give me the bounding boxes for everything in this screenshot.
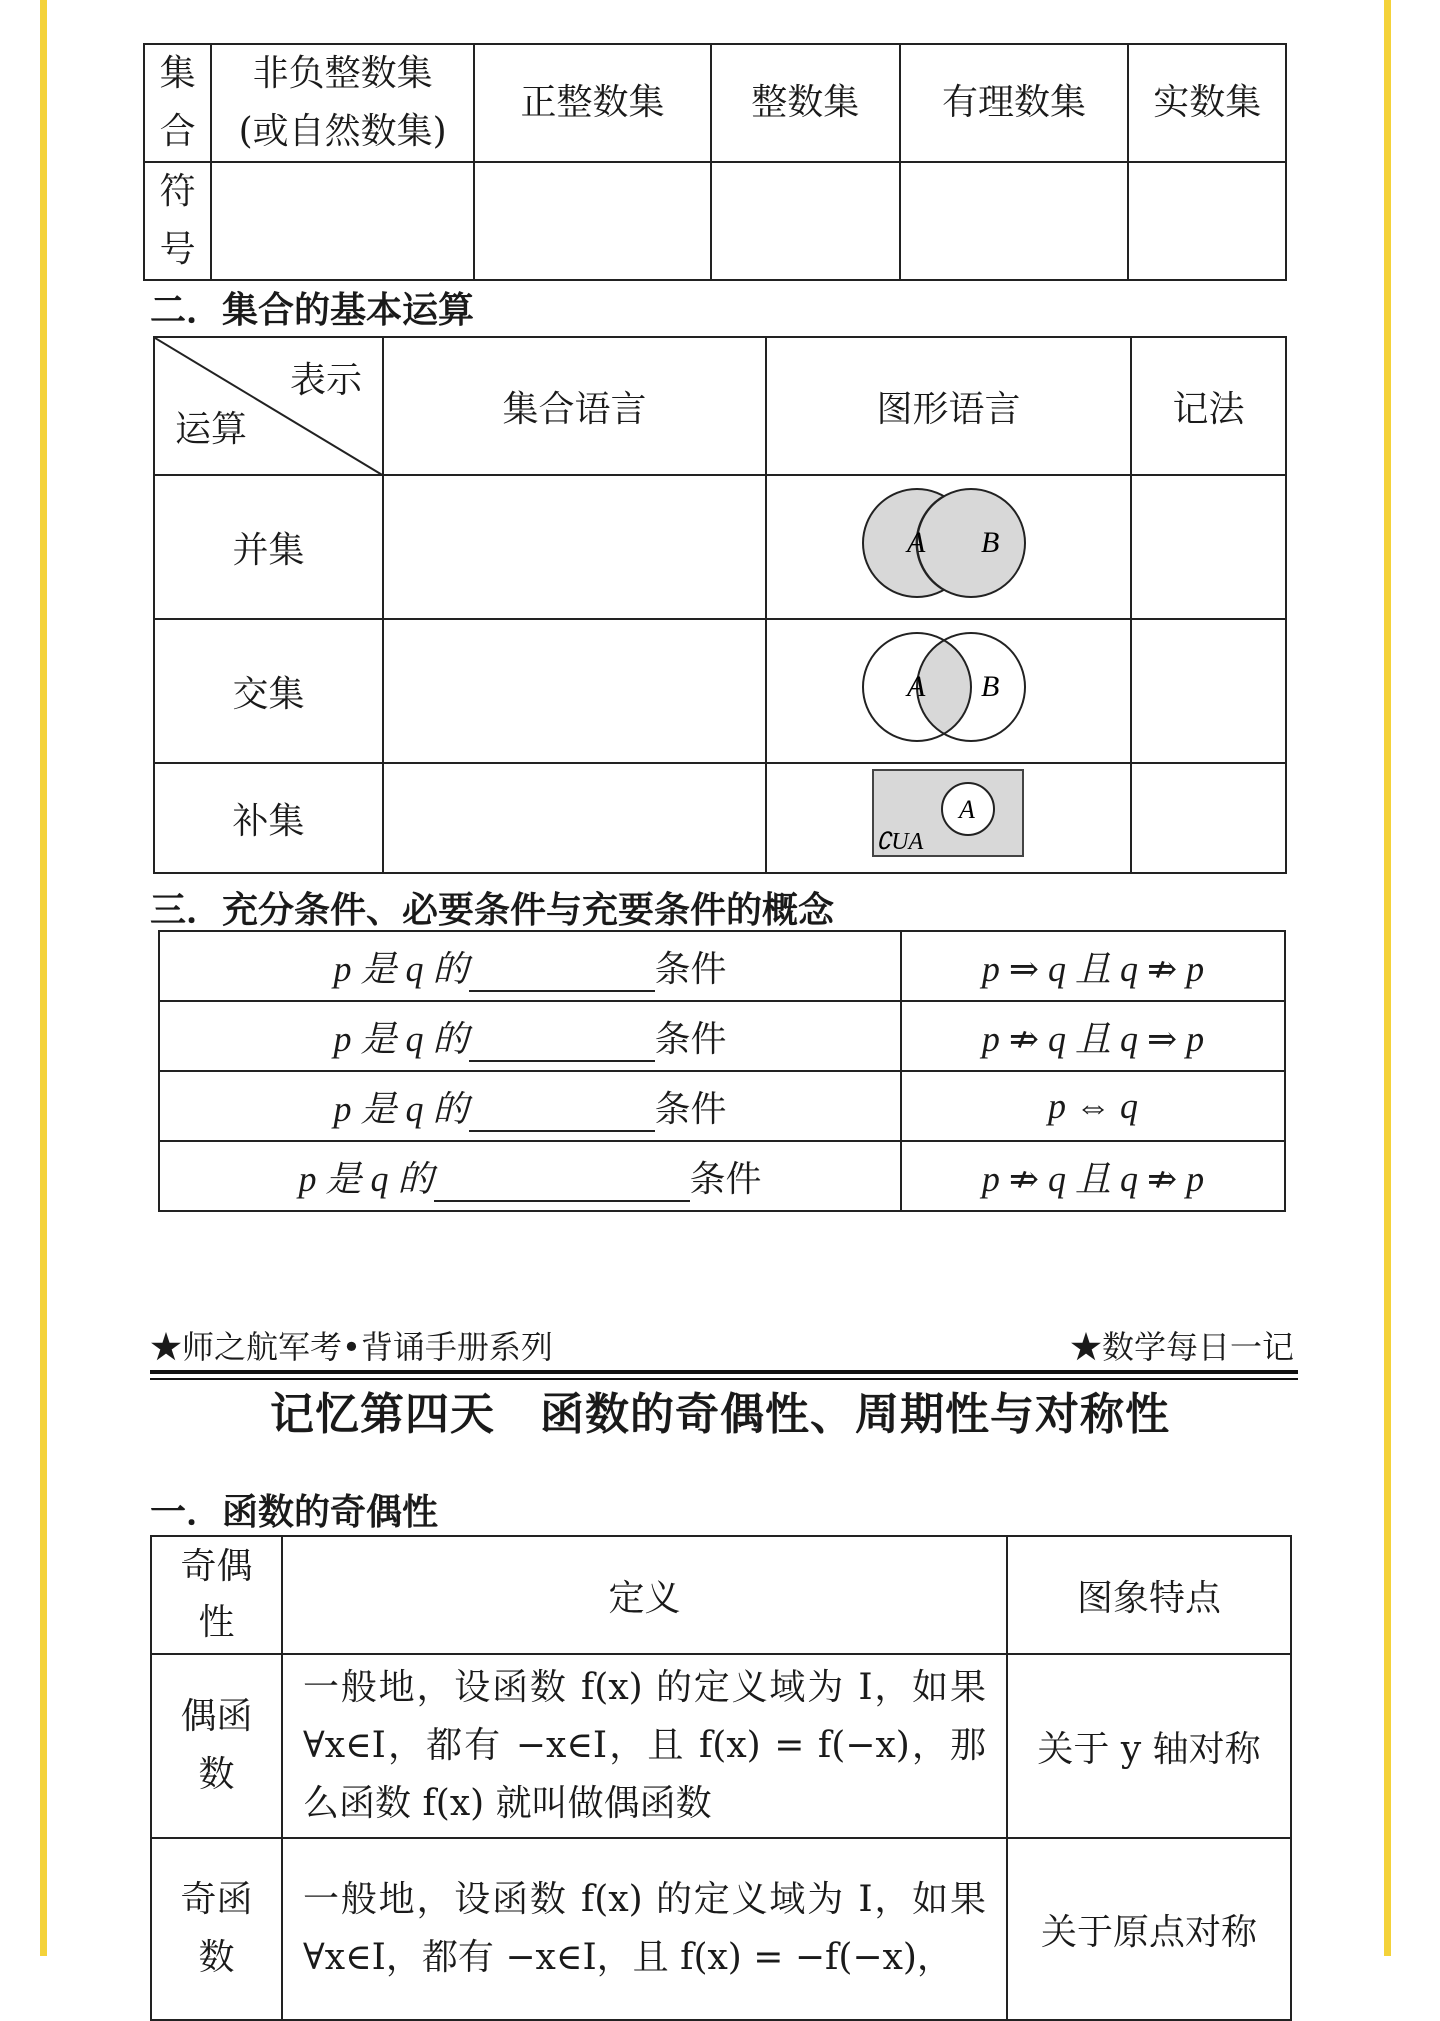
implication-1: p ⇒ q 且 q ⇏ p: [901, 931, 1285, 1001]
implication-4: p ⇏ q 且 q ⇏ p: [901, 1141, 1285, 1211]
label-line: 性: [198, 1602, 235, 1643]
venn-union-cell: [766, 475, 1131, 619]
cond-suffix: 条件: [654, 948, 727, 990]
label-b: B: [980, 525, 999, 559]
cond-prefix: p 是 q 的: [333, 1088, 469, 1129]
empty-cell: [1131, 475, 1286, 619]
cond-prefix: p 是 q 的: [333, 1018, 469, 1059]
answer-blank: [469, 1096, 655, 1132]
header-parity: [151, 1536, 282, 1654]
label-a: A: [906, 669, 925, 703]
series-title: ★师之航军考•背诵手册系列: [150, 1328, 553, 1366]
header-graphic-language: 图形语言: [766, 337, 1131, 475]
parity-heading: 一．函数的奇偶性: [150, 1491, 439, 1533]
cond-suffix: 条件: [654, 1088, 727, 1130]
op-intersection: 交集: [154, 619, 383, 763]
odd-function-definition: 一般地，设函数 f(x) 的定义域为 I，如果 ∀x∈I，都有 −x∈I，且 f(x) = −f(−x)，: [282, 1838, 1007, 2020]
label-line: 偶函: [180, 1696, 253, 1737]
label-complement: ∁UA: [875, 828, 923, 855]
row-label-symbol: [144, 162, 211, 280]
label-char: 符: [159, 171, 196, 212]
condition-row-1: [159, 931, 901, 1001]
header-notation: 记法: [1131, 337, 1286, 475]
label-line: 数: [198, 1754, 235, 1795]
section2-heading: 二．集合的基本运算: [150, 289, 475, 331]
empty-cell: [1131, 763, 1286, 873]
implication-2: p ⇏ q 且 q ⇒ p: [901, 1001, 1285, 1071]
subject-title: ★数学每日一记: [1069, 1328, 1294, 1366]
diagonal-header-cell: [154, 337, 383, 475]
diag-bottom-label: 运算: [175, 409, 248, 450]
venn-union-diagram: [849, 481, 1049, 605]
empty-cell: [1131, 619, 1286, 763]
cond-suffix: 条件: [689, 1158, 762, 1200]
parity-table: [150, 1535, 1292, 2021]
day-title: 记忆第四天 函数的奇偶性、周期性与对称性: [270, 1389, 1170, 1440]
empty-cell: [1128, 162, 1286, 280]
left-yellow-border: [40, 0, 47, 1956]
condition-row-4: [159, 1141, 901, 1211]
right-yellow-border: [1384, 0, 1391, 1956]
condition-row-2: [159, 1001, 901, 1071]
cond-prefix: p 是 q 的: [298, 1158, 434, 1199]
odd-function-feature: 关于原点对称: [1007, 1838, 1291, 2020]
header-rule-thick: [150, 1370, 1298, 1374]
label-line: 奇函: [180, 1879, 253, 1920]
header-rational: 有理数集: [900, 44, 1129, 162]
label-b: B: [980, 669, 999, 703]
section3-heading: 三．充分条件、必要条件与充要条件的概念: [150, 889, 835, 931]
op-union: 并集: [154, 475, 383, 619]
cond-suffix: 条件: [654, 1018, 727, 1060]
op-complement: 补集: [154, 763, 383, 873]
diag-top-label: 表示: [289, 360, 362, 401]
label-char: 集: [159, 53, 196, 94]
header-real: 实数集: [1128, 44, 1286, 162]
empty-cell: [383, 763, 766, 873]
condition-row-3: [159, 1071, 901, 1141]
label-line: 数: [198, 1937, 235, 1978]
set-operations-table: [153, 336, 1287, 874]
venn-complement-diagram: [872, 769, 1026, 859]
header-nonneg-int: [211, 44, 474, 162]
empty-cell: [383, 475, 766, 619]
label-a: A: [906, 525, 925, 559]
answer-blank: [434, 1166, 690, 1202]
empty-cell: [383, 619, 766, 763]
even-function-definition: 一般地，设函数 f(x) 的定义域为 I，如果 ∀x∈I，都有 −x∈I，且 f(x) = f(−x)，那么函数 f(x) 就叫做偶函数: [282, 1654, 1007, 1838]
label-char: 合: [159, 111, 196, 152]
venn-complement-cell: [766, 763, 1131, 873]
header-text: 非负整数集: [252, 53, 433, 94]
header-graph-feature: 图象特点: [1007, 1536, 1291, 1654]
even-function-feature: 关于 y 轴对称: [1007, 1654, 1291, 1838]
empty-cell: [474, 162, 711, 280]
label-line: 奇偶: [180, 1546, 253, 1587]
header-int: 整数集: [711, 44, 900, 162]
header-set-language: 集合语言: [383, 337, 766, 475]
odd-function-label: [151, 1838, 282, 2020]
answer-blank: [469, 1026, 655, 1062]
even-function-label: [151, 1654, 282, 1838]
conditions-table: [158, 930, 1286, 1212]
empty-cell: [900, 162, 1129, 280]
venn-intersection-cell: [766, 619, 1131, 763]
label-char: 号: [159, 229, 196, 270]
empty-cell: [711, 162, 900, 280]
venn-intersection-diagram: [849, 625, 1049, 749]
empty-cell: [211, 162, 474, 280]
cond-prefix: p 是 q 的: [333, 948, 469, 989]
row-label-set: [144, 44, 211, 162]
number-sets-table: [143, 43, 1287, 281]
implication-3: p ⇔ q: [901, 1071, 1285, 1141]
header-pos-int: 正整数集: [474, 44, 711, 162]
header-text: (或自然数集): [238, 111, 447, 152]
header-definition: 定义: [282, 1536, 1007, 1654]
answer-blank: [469, 956, 655, 992]
label-a: A: [958, 794, 975, 824]
